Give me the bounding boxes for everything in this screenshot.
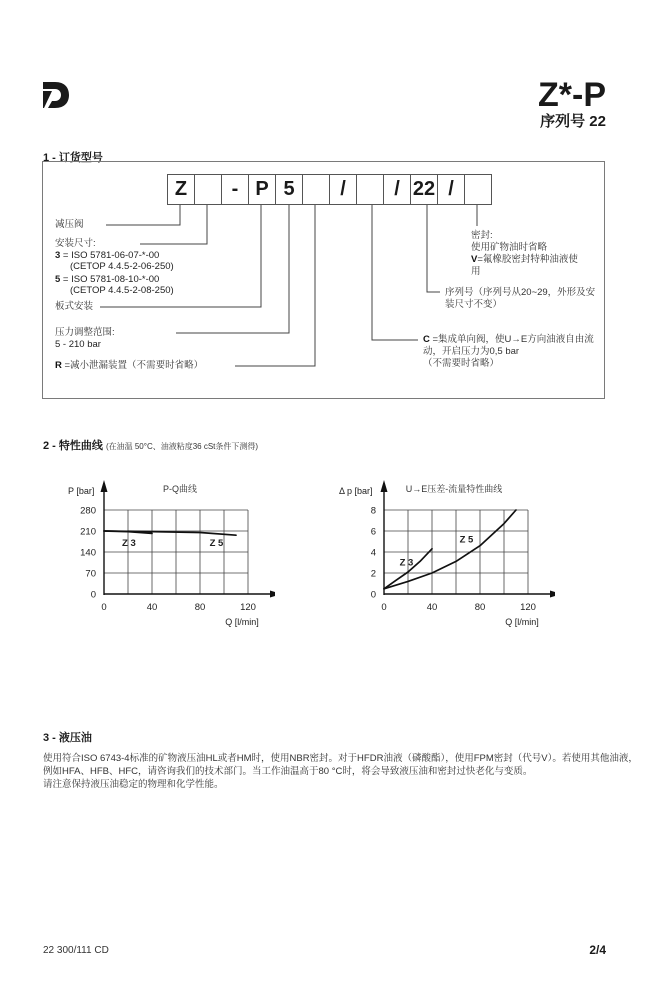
curves-title: 2 - 特性曲线 (43, 440, 103, 452)
label-series-note (445, 287, 595, 311)
y-tick-label: 2 (370, 568, 376, 580)
code-cell: - (221, 174, 249, 205)
code-cell: / (329, 174, 357, 205)
y-tick-label: 8 (370, 505, 376, 517)
c-desc-3: （不需要时省略） (423, 358, 500, 369)
x-axis-arrow-icon (270, 591, 275, 598)
x-axis-label: Q [l/min] (505, 617, 539, 627)
pressure-range-value: 5 - 210 bar (55, 339, 101, 350)
r-key: R (55, 360, 62, 371)
seal-v-desc: =氟橡胶密封特种油液使 (477, 254, 578, 265)
y-tick-label: 0 (90, 589, 96, 601)
section-ordering-title: 1 - 订货型号 (43, 152, 103, 164)
fluid-line-3: 请注意保持液压油稳定的物理和化学性能。 (43, 779, 224, 790)
series-label: Z 5 (209, 538, 224, 549)
label-pressure-range: 压力调整范围: (55, 327, 115, 338)
seal-v (471, 254, 578, 266)
code-cell: 5 (275, 174, 303, 205)
r-desc: =减小泄漏装置（不需要时省略） (61, 360, 204, 371)
label-seal (471, 230, 578, 278)
c-desc-2: 动，开启压力为0,5 bar (423, 346, 520, 357)
seal-v-key: V (471, 254, 478, 265)
y-axis-arrow-icon (381, 480, 388, 492)
label-subplate: 板式安装 (55, 301, 94, 312)
fluid-line-2: 例如HFA、HFB、HFC，请咨询我们的技术部门。当工作油温高于80 °C时，将会导致液压油和密封过快老化与变质。 (43, 766, 533, 777)
x-tick-label: 40 (426, 602, 438, 613)
seal-mineral: 使用矿物油时省略 (471, 242, 548, 253)
y-axis-label: Δ p [bar] (339, 486, 373, 496)
code-cell: / (383, 174, 411, 205)
code-cell: Z (167, 174, 195, 205)
series-note-2: 装尺寸不变） (445, 299, 503, 310)
pq-chart (60, 478, 275, 628)
x-tick-label: 0 (381, 602, 387, 613)
y-tick-label: 6 (370, 526, 376, 538)
x-tick-label: 120 (520, 602, 536, 613)
label-reducing-valve: 减压阀 (55, 219, 84, 230)
label-size-3 (55, 250, 174, 272)
size-5-iso: = ISO 5781-08-10-*-00 (60, 274, 160, 285)
c-desc-1: =集成单向阀，使U→E方向油液自由流 (429, 334, 594, 345)
y-tick-label: 0 (370, 589, 376, 601)
code-cell: 22 (410, 174, 438, 205)
code-cell: P (248, 174, 276, 205)
label-r-option (55, 360, 203, 372)
x-tick-label: 80 (194, 602, 206, 613)
fluid-line-1: 使用符合ISO 6743-4标准的矿物液压油HL或者HM时，使用NBR密封。对于HFDR油液（磷酸酯），使用FPM密封（代号V）。若使用其他油液， (43, 753, 638, 764)
size-3-iso: = ISO 5781-06-07-*-00 (60, 250, 160, 261)
label-size-5 (55, 274, 174, 296)
doc-number: 22 300/111 CD (43, 945, 109, 956)
y-tick-label: 210 (80, 526, 96, 538)
label-mounting-size: 安装尺寸: (55, 238, 96, 249)
y-axis-arrow-icon (101, 480, 108, 492)
c-key: C (423, 334, 430, 345)
series-label: Z 5 (459, 534, 474, 546)
y-axis-label: P [bar] (68, 486, 95, 496)
seal-title: 密封: (471, 230, 493, 241)
series-label: 序列号 22 (540, 113, 606, 130)
chart-title: U→E压差-流量特性曲线 (405, 484, 503, 494)
c-line-1 (423, 334, 594, 346)
x-tick-label: 40 (146, 602, 158, 613)
series-note-1: 序列号（序列号从20~29，外形及安 (445, 287, 596, 298)
section-fluid-title: 3 - 液压油 (43, 732, 92, 744)
x-axis-label: Q [l/min] (225, 617, 259, 627)
size-3-cetop: (CETOP 4.4.5-2-06-250) (70, 261, 174, 272)
dp-q-chart (335, 478, 555, 628)
size-5-key: 5 (55, 274, 61, 285)
y-tick-label: 280 (80, 505, 96, 517)
page-number: 2/4 (589, 943, 606, 957)
size-5-cetop: (CETOP 4.4.5-2-08-250) (70, 285, 174, 296)
code-cell: / (437, 174, 465, 205)
series-label: Z 3 (122, 538, 136, 549)
label-c-option (423, 334, 594, 370)
x-tick-label: 80 (474, 602, 486, 613)
section-curves-title (43, 437, 258, 453)
chart-title: P-Q曲线 (162, 484, 198, 494)
series-line-z5 (384, 510, 516, 589)
model-title: Z*-P (538, 76, 606, 114)
curves-note: (在油温 50°C、油液粘度36 cSt条件下测得) (105, 442, 259, 451)
series-line-z5 (104, 531, 236, 535)
series-label: Z 3 (399, 557, 414, 569)
seal-v-desc-2: 用 (471, 266, 481, 277)
x-tick-label: 0 (101, 602, 107, 613)
x-tick-label: 120 (240, 602, 256, 613)
size-3-key: 3 (55, 250, 61, 261)
y-tick-label: 140 (80, 547, 96, 559)
fluid-text (43, 752, 643, 791)
y-tick-label: 70 (85, 568, 96, 580)
x-axis-arrow-icon (550, 591, 555, 598)
y-tick-label: 4 (370, 547, 376, 559)
